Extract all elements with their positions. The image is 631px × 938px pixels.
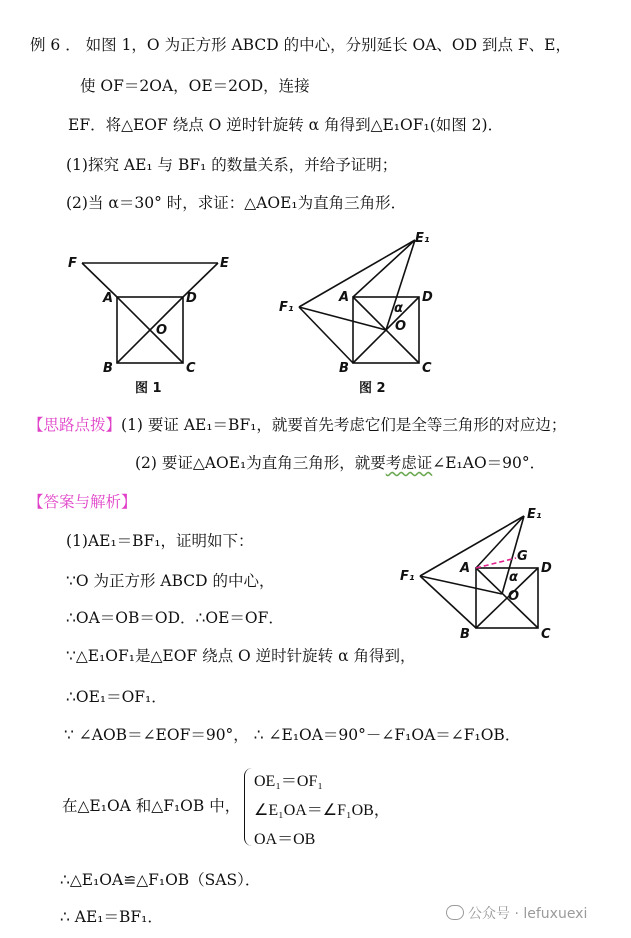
label-c: C: [541, 627, 551, 642]
label-a: A: [339, 290, 350, 305]
hint-text-2c: ∠E₁AO＝90°．: [432, 454, 546, 472]
hint-text-2a: (2) 要证△AOE₁为直角三角形，就要: [135, 454, 386, 472]
label-e1: E₁: [415, 231, 430, 246]
system-line-3: OA＝OB: [254, 831, 316, 848]
figure-3: [392, 500, 577, 645]
label-f1: F₁: [400, 569, 415, 584]
answer-tag: 【答案与解析】: [28, 493, 137, 511]
label-e: E: [220, 256, 229, 271]
answer-line-4: ∵△E₁OF₁是△EOF 绕点 O 逆时针旋转 α 角得到，: [66, 647, 416, 665]
watermark: [446, 903, 587, 923]
system-line-2: ∠E₁OA＝∠F₁OB，: [254, 802, 390, 819]
watermark-text: 公众号 · lefuxuexi: [468, 906, 588, 922]
system-brace: [244, 768, 253, 846]
question-2: (2)当 α＝30° 时，求证：△AOE₁为直角三角形．: [66, 194, 407, 212]
label-c: C: [186, 361, 196, 376]
caption-figure-2: 图 2: [359, 381, 386, 396]
label-b: B: [460, 627, 470, 642]
hint-text-1: (1) 要证 AE₁＝BF₁，就要首先考虑它们是全等三角形的对应边；: [121, 416, 567, 434]
answer-line-5: ∴OE₁＝OF₁．: [66, 688, 167, 706]
label-b: B: [103, 361, 113, 376]
label-b: B: [339, 361, 349, 376]
answer-line-8: ∴△E₁OA≌△F₁OB（SAS）．: [60, 871, 261, 889]
system-line-1: OE₁＝OF₁: [254, 773, 323, 790]
answer-line-9: ∴ AE₁＝BF₁．: [60, 908, 163, 926]
hint-text-2b: 考虑证: [385, 454, 433, 472]
label-f: F: [68, 256, 77, 271]
wechat-icon: [446, 905, 464, 920]
label-alpha: α: [394, 301, 403, 316]
label-d: D: [422, 290, 433, 305]
label-a: A: [103, 291, 114, 306]
problem-line-3: EF．将△EOF 绕点 O 逆时针旋转 α 角得到△E₁OF₁(如图 2)．: [68, 116, 504, 134]
label-d: D: [541, 561, 552, 576]
label-c: C: [422, 361, 432, 376]
label-g: G: [517, 549, 528, 564]
answer-line-3: ∴OA＝OB＝OD．∴OE＝OF．: [66, 609, 284, 627]
label-d: D: [186, 291, 197, 306]
answer-line-2: ∵O 为正方形 ABCD 的中心，: [66, 572, 275, 590]
figure-1: [60, 242, 240, 402]
answer-line-6: ∵ ∠AOB＝∠EOF＝90°， ∴ ∠E₁OA＝90°－∠F₁OA＝∠F₁OB．: [64, 726, 521, 744]
label-f1: F₁: [279, 300, 294, 315]
problem-line-1: 例 6 ． 如图 1，O 为正方形 ABCD 的中心，分别延长 OA、OD 到点 F、E，: [30, 36, 571, 54]
hint-line-1: [28, 414, 566, 436]
hint-line-2: [135, 452, 545, 474]
hint-tag: 【思路点拨】: [28, 416, 122, 434]
label-e1: E₁: [527, 507, 542, 522]
label-o: O: [508, 589, 520, 604]
problem-line-2: 使 OF＝2OA，OE＝2OD，连接: [80, 77, 310, 95]
figure-2: [265, 222, 450, 402]
label-alpha: α: [509, 570, 518, 585]
label-o: O: [395, 319, 407, 334]
label-a: A: [460, 561, 471, 576]
answer-line-1: (1)AE₁＝BF₁，证明如下：: [66, 532, 254, 550]
answer-line-7: 在△E₁OA 和△F₁OB 中，: [62, 797, 241, 815]
label-o: O: [156, 323, 168, 338]
question-1: (1)探究 AE₁ 与 BF₁ 的数量关系，并给予证明；: [66, 156, 398, 174]
caption-figure-1: 图 1: [135, 381, 162, 396]
